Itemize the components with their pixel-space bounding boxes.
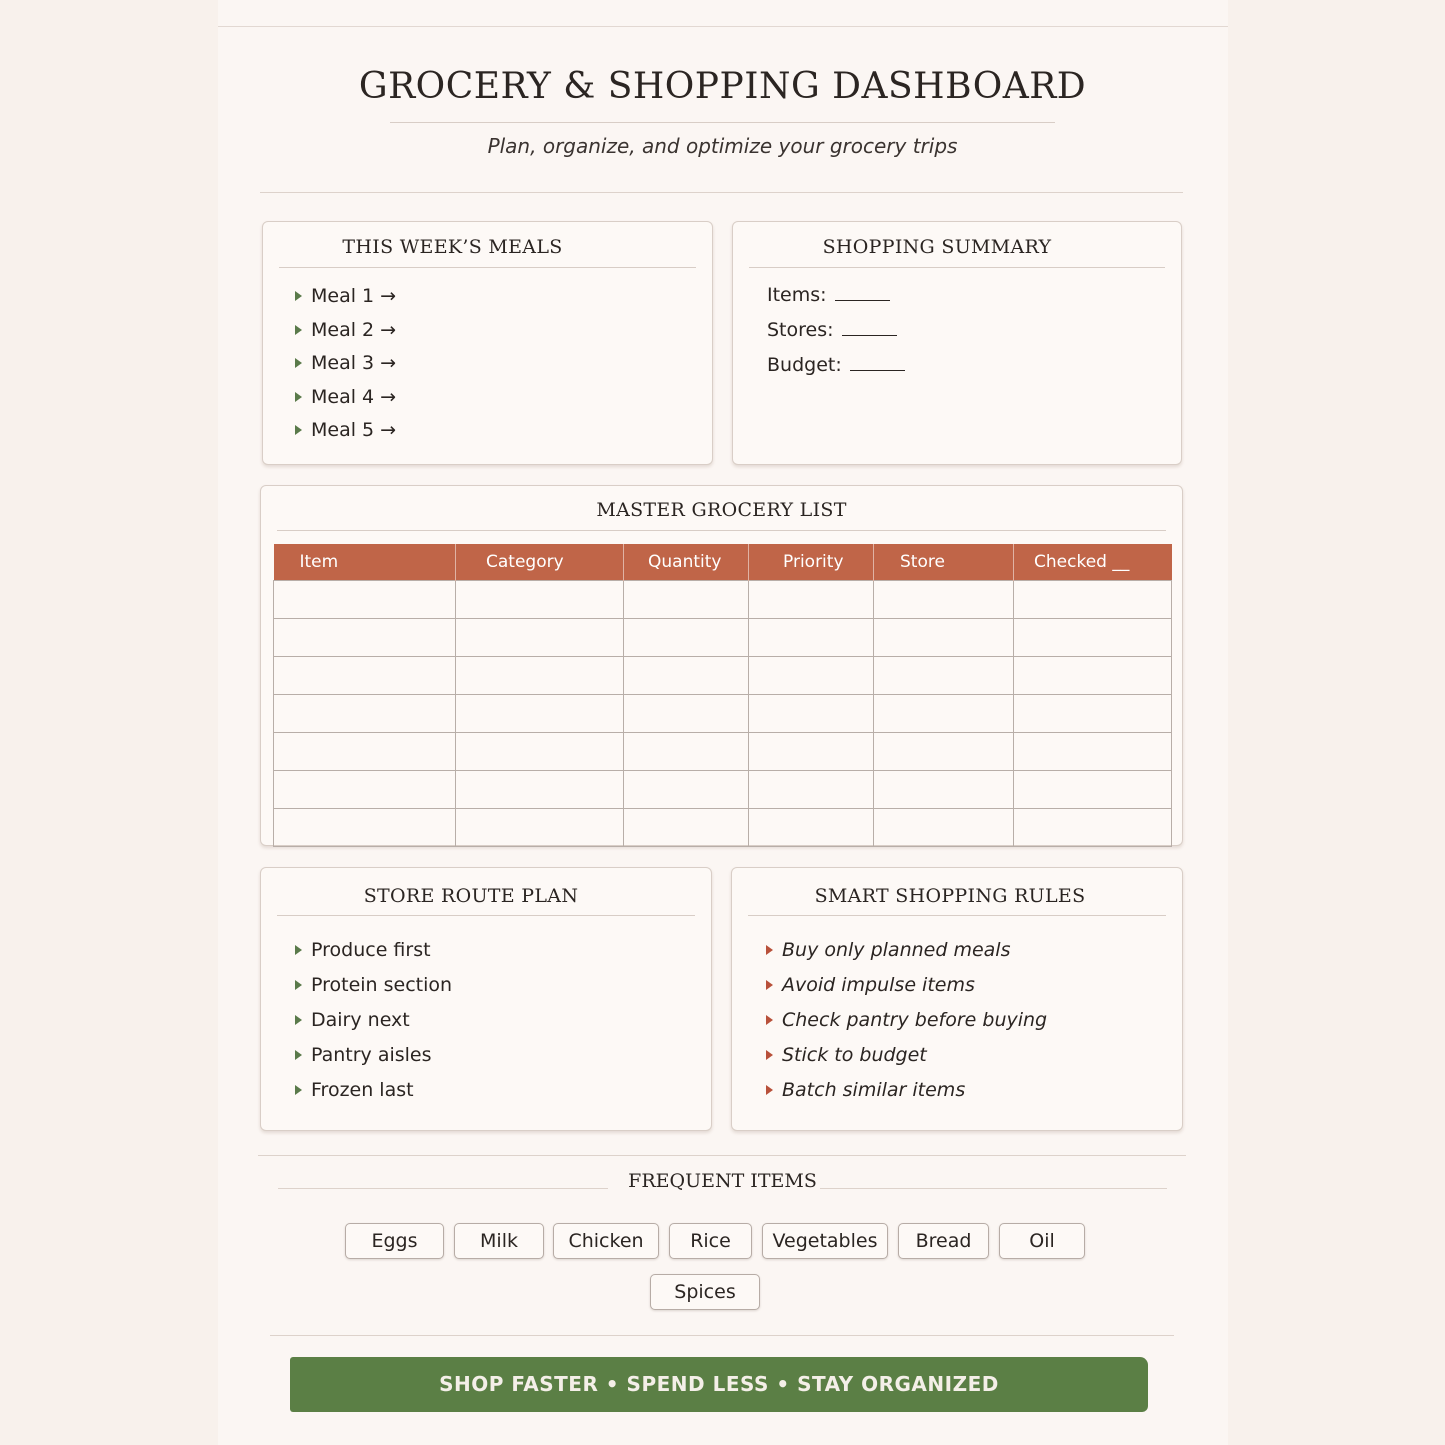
column-header-quantity: Quantity [624, 544, 749, 581]
title-underline [390, 122, 1055, 123]
summary-items-row: Items: [767, 284, 890, 306]
table-cell[interactable] [874, 581, 1014, 619]
table-cell[interactable] [624, 657, 749, 695]
triangle-bullet-icon [295, 358, 302, 368]
table-cell[interactable] [874, 809, 1014, 847]
chip-rice[interactable]: Rice [669, 1223, 752, 1259]
table-row [274, 657, 1172, 695]
chip-bread[interactable]: Bread [898, 1223, 989, 1259]
grocery-table [273, 544, 1172, 847]
route-list [295, 938, 452, 1113]
chip-oil[interactable]: Oil [999, 1223, 1085, 1259]
list-item[interactable]: Protein section [295, 973, 452, 1008]
table-cell[interactable] [624, 809, 749, 847]
chip-chicken[interactable]: Chicken [553, 1223, 659, 1259]
list-item[interactable]: Buy only planned meals [766, 938, 1047, 973]
triangle-bullet-icon [766, 1085, 773, 1095]
chip-vegetables[interactable]: Vegetables [762, 1223, 888, 1259]
table-cell[interactable] [274, 733, 456, 771]
table-cell[interactable] [624, 695, 749, 733]
triangle-bullet-icon [295, 980, 302, 990]
table-cell[interactable] [749, 657, 874, 695]
route-card [260, 867, 712, 1131]
summary-title-rule [749, 267, 1165, 268]
table-cell[interactable] [1014, 771, 1172, 809]
summary-title: SHOPPING SUMMARY [822, 236, 1052, 258]
column-header-priority: Priority [749, 544, 874, 581]
table-cell[interactable] [624, 581, 749, 619]
footer-divider [270, 1335, 1174, 1336]
table-cell[interactable] [274, 695, 456, 733]
table-cell[interactable] [874, 695, 1014, 733]
list-item[interactable]: Batch similar items [766, 1078, 1047, 1113]
column-header-checked: Checked __ [1014, 544, 1172, 581]
list-item[interactable]: Meal 5 → [295, 418, 396, 452]
page-subtitle: Plan, organize, and optimize your grocery trips [487, 134, 958, 158]
triangle-bullet-icon [295, 291, 302, 301]
route-title-rule [277, 915, 695, 916]
table-cell[interactable] [274, 657, 456, 695]
table-cell[interactable] [874, 771, 1014, 809]
triangle-bullet-icon [295, 1015, 302, 1025]
table-cell[interactable] [749, 771, 874, 809]
triangle-bullet-icon [295, 1050, 302, 1060]
table-cell[interactable] [1014, 809, 1172, 847]
chip-milk[interactable]: Milk [454, 1223, 544, 1259]
list-item[interactable]: Check pantry before buying [766, 1008, 1047, 1043]
meals-list [295, 284, 396, 452]
budget-blank-field[interactable] [850, 356, 905, 371]
table-cell[interactable] [624, 733, 749, 771]
table-row [274, 695, 1172, 733]
table-cell[interactable] [456, 771, 624, 809]
rules-title-rule [748, 915, 1166, 916]
column-header-item: Item [274, 544, 456, 581]
list-item[interactable]: Dairy next [295, 1008, 452, 1043]
triangle-bullet-icon [766, 945, 773, 955]
list-item[interactable]: Frozen last [295, 1078, 452, 1113]
table-cell[interactable] [456, 619, 624, 657]
triangle-bullet-icon [766, 980, 773, 990]
table-cell[interactable] [1014, 657, 1172, 695]
top-divider [218, 26, 1228, 27]
table-cell[interactable] [624, 771, 749, 809]
table-cell[interactable] [874, 619, 1014, 657]
table-cell[interactable] [874, 657, 1014, 695]
triangle-bullet-icon [295, 392, 302, 402]
column-header-store: Store [874, 544, 1014, 581]
frequent-items-title: FREQUENT ITEMS [628, 1170, 817, 1192]
table-cell[interactable] [749, 809, 874, 847]
table-row [274, 733, 1172, 771]
rules-card [731, 867, 1183, 1131]
triangle-bullet-icon [295, 325, 302, 335]
stores-blank-field[interactable] [842, 321, 897, 336]
table-cell[interactable] [274, 809, 456, 847]
table-cell[interactable] [456, 581, 624, 619]
table-cell[interactable] [1014, 733, 1172, 771]
table-row [274, 809, 1172, 847]
table-cell[interactable] [456, 809, 624, 847]
rules-title: SMART SHOPPING RULES [814, 885, 1086, 907]
table-row [274, 619, 1172, 657]
triangle-bullet-icon [295, 945, 302, 955]
table-cell[interactable] [874, 733, 1014, 771]
summary-budget-row: Budget: [767, 354, 905, 376]
table-cell[interactable] [1014, 581, 1172, 619]
meals-title-rule [279, 267, 696, 268]
grocery-list-title: MASTER GROCERY LIST [596, 499, 847, 521]
chip-eggs[interactable]: Eggs [345, 1223, 444, 1259]
table-cell[interactable] [1014, 619, 1172, 657]
header-divider [260, 192, 1183, 193]
table-cell[interactable] [456, 733, 624, 771]
slogan-banner: SHOP FASTER • SPEND LESS • STAY ORGANIZED [290, 1357, 1148, 1412]
triangle-bullet-icon [295, 425, 302, 435]
route-title: STORE ROUTE PLAN [363, 885, 579, 907]
table-cell[interactable] [749, 733, 874, 771]
table-cell[interactable] [274, 619, 456, 657]
table-cell[interactable] [1014, 695, 1172, 733]
list-item[interactable]: Stick to budget [766, 1043, 1047, 1078]
list-item[interactable]: Meal 4 → [295, 385, 396, 419]
meals-title: THIS WEEK’S MEALS [342, 236, 563, 258]
table-cell[interactable] [749, 619, 874, 657]
table-row [274, 771, 1172, 809]
table-cell[interactable] [749, 581, 874, 619]
table-row [274, 581, 1172, 619]
grocery-list-title-rule [277, 530, 1166, 531]
triangle-bullet-icon [766, 1015, 773, 1025]
meals-card [262, 221, 713, 465]
chip-spices[interactable]: Spices [650, 1274, 760, 1310]
table-cell[interactable] [749, 695, 874, 733]
rules-list [766, 938, 1047, 1113]
list-item[interactable]: Meal 3 → [295, 351, 396, 385]
column-header-category: Category [456, 544, 624, 581]
list-item[interactable]: Produce first [295, 938, 452, 973]
list-item[interactable]: Pantry aisles [295, 1043, 452, 1078]
summary-stores-row: Stores: [767, 319, 897, 341]
list-item[interactable]: Meal 1 → [295, 284, 396, 318]
table-cell[interactable] [274, 771, 456, 809]
list-item[interactable]: Meal 2 → [295, 318, 396, 352]
table-cell[interactable] [456, 695, 624, 733]
summary-card [732, 221, 1182, 465]
table-header-row [274, 544, 1172, 581]
list-item[interactable]: Avoid impulse items [766, 973, 1047, 1008]
table-cell[interactable] [456, 657, 624, 695]
page-title: GROCERY & SHOPPING DASHBOARD [358, 66, 1087, 107]
table-cell[interactable] [624, 619, 749, 657]
items-blank-field[interactable] [835, 286, 890, 301]
table-cell[interactable] [274, 581, 456, 619]
frequent-top-divider [258, 1155, 1186, 1156]
triangle-bullet-icon [295, 1085, 302, 1095]
grocery-list-card [260, 485, 1183, 846]
triangle-bullet-icon [766, 1050, 773, 1060]
